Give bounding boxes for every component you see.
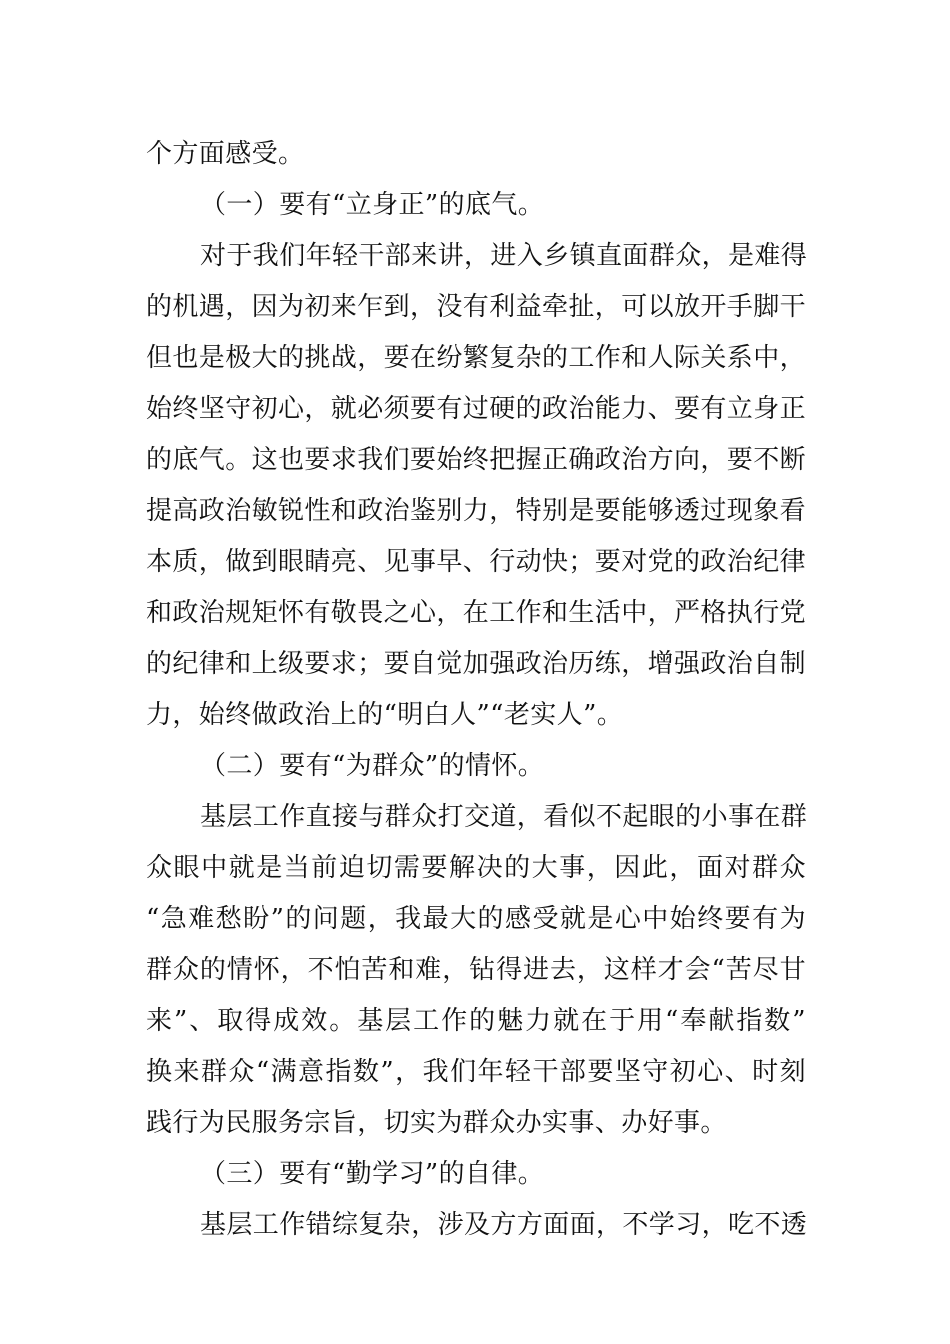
text-line: 和政治规矩怀有敬畏之心，在工作和生活中，严格执行党 [146,598,807,628]
text-line: 基层工作错综复杂，涉及方方面面，不学习，吃不透 [200,1210,808,1240]
section-heading: （一）要有“立身正”的底气。 [200,190,545,220]
text-line: 的机遇，因为初来乍到，没有利益牵扯，可以放开手脚干 [146,292,807,322]
text-line: 践行为民服务宗旨，切实为群众办实事、办好事。 [146,1108,727,1138]
text-line: 始终坚守初心，就必须要有过硬的政治能力、要有立身正 [146,394,807,424]
text-line: 的底气。这也要求我们要始终把握正确政治方向，要不断 [146,445,807,475]
text-line: 提高政治敏锐性和政治鉴别力，特别是要能够透过现象看 [146,496,807,526]
text-line: 个方面感受。 [146,139,305,169]
text-line: 本质，做到眼睛亮、见事早、行动快；要对党的政治纪律 [146,547,807,577]
text-line: “急难愁盼”的问题，我最大的感受就是心中始终要有为 [146,904,806,934]
text-line: 群众的情怀，不怕苦和难，钻得进去，这样才会“苦尽甘 [146,955,806,985]
section-heading: （二）要有“为群众”的情怀。 [200,751,545,781]
text-line: 的纪律和上级要求；要自觉加强政治历练，增强政治自制 [146,649,807,679]
text-line: 但也是极大的挑战，要在纷繁复杂的工作和人际关系中， [146,343,807,373]
text-line: 力，始终做政治上的“明白人”“老实人”。 [146,700,624,730]
text-line: 换来群众“满意指数”，我们年轻干部要坚守初心、时刻 [146,1057,806,1087]
text-line: 对于我们年轻干部来讲，进入乡镇直面群众，是难得 [200,241,808,271]
text-line: 来”、取得成效。基层工作的魅力就在于用“奉献指数” [146,1006,806,1036]
text-line: 众眼中就是当前迫切需要解决的大事，因此，面对群众 [146,853,806,883]
text-line: 基层工作直接与群众打交道，看似不起眼的小事在群 [200,802,808,832]
section-heading: （三）要有“勤学习”的自律。 [200,1159,545,1189]
